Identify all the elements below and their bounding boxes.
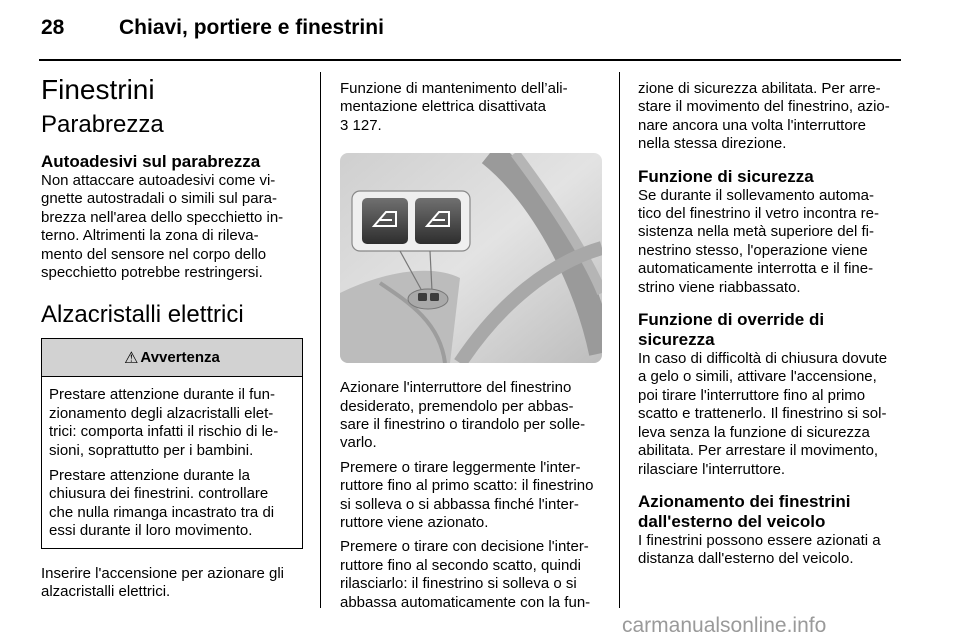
column-divider-2: [619, 72, 620, 608]
paragraph-override: In caso di difficoltà di chiusura dovute a gelo o simili, attivare l'accensione, poi tirare l'interruttore fino al primo scatto e trattenerlo. Il finestrino si sol- leva senza la funzione di sicurezza abilitata. Per arrestare il movimento, rilasciare l'interruttore.: [638, 350, 888, 478]
topic-heading: Autoadesivi sul parabrezza: [41, 152, 261, 171]
paragraph-accensione: Inserire l'accensione per azionare gli alzacristalli elettrici.: [41, 564, 284, 601]
warning-triangle-icon: ⚠: [124, 349, 139, 367]
paragraph-mantenimento: Funzione di mantenimento dell’ali- mentazione elettrica disattivata 3 127.: [340, 80, 568, 134]
paragraph-autoadesivi: Non attaccare autoadesivi come vi- gnette autostradali o simili sul para- brezza nell'area dello specchietto in- terno. Altrimenti la zona di rileva- mento del sensore nel corpo dello specchietto potrebbe restringersi.: [41, 172, 284, 282]
page-header: [0, 0, 960, 60]
subsection-title-alzacristalli: Alzacristalli elettrici: [41, 301, 244, 329]
paragraph-azionamento-esterno: I finestrini possono essere azionati a distanza dall'esterno del veicolo.: [638, 531, 881, 568]
column-2: [340, 80, 602, 612]
header-rule: [39, 59, 901, 61]
watermark-text: carmanualsonline.info: [622, 614, 827, 637]
warning-body: [42, 377, 302, 547]
warning-title: Avvertenza: [140, 349, 220, 367]
paragraph-azionare: Azionare l'interruttore del finestrino desiderato, premendolo per abbas- sare il finestrino o tirandolo per solle- varlo.: [340, 379, 586, 452]
paragraph-funzione-sicurezza: Se durante il sollevamento automa- tico del finestrino il vetro incontra re- sistenza nella metà superiore del fi- nestrino stesso, l'operazione viene automaticamente interrotta e il fine- strino viene riabbassato.: [638, 186, 879, 296]
window-switch-illustration: [340, 153, 602, 363]
heading-azionamento-esterno: Azionamento dei finestrini dall'esterno del veicolo: [638, 491, 851, 531]
warning-paragraph-1: Prestare attenzione durante il fun- zionamento degli alzacristalli elet- trici: comporta infatti il rischio di le- sioni, soprattutto per i bambini.: [49, 386, 279, 459]
page-number: 28: [41, 16, 65, 39]
warning-paragraph-2: Prestare attenzione durante la chiusura dei finestrini. controllare che nulla rimanga incastrato tra di essi durante il loro movimento.: [49, 467, 275, 540]
heading-funzione-sicurezza: Funzione di sicurezza: [638, 166, 814, 186]
paragraph-continuazione: zione di sicurezza abilitata. Per arre- stare il movimento del finestrino, azio- nare ancora una volta l'interruttore nella stessa direzione.: [638, 80, 890, 153]
warning-header: [42, 339, 302, 377]
column-1: [41, 74, 303, 602]
subsection-title: Parabrezza: [41, 111, 164, 138]
section-title: Finestrini: [41, 74, 155, 105]
warning-box: [41, 338, 303, 548]
chapter-title: Chiavi, portiere e finestrini: [119, 16, 384, 39]
paragraph-primo-scatto: Premere o tirare leggermente l'inter- ruttore fino al primo scatto: il finestrino si solleva o si abbassa finché l'inter- ruttore viene azionato.: [340, 458, 594, 532]
column-3: [638, 80, 902, 569]
paragraph-secondo-scatto: Premere o tirare con decisione l'inter- ruttore fino al secondo scatto, quindi rilasciarlo: il finestrino si solleva o si abbassa automaticamente con la fun-: [340, 538, 591, 611]
column-divider-1: [320, 72, 321, 608]
heading-override-sicurezza: Funzione di override di sicurezza: [638, 310, 825, 350]
